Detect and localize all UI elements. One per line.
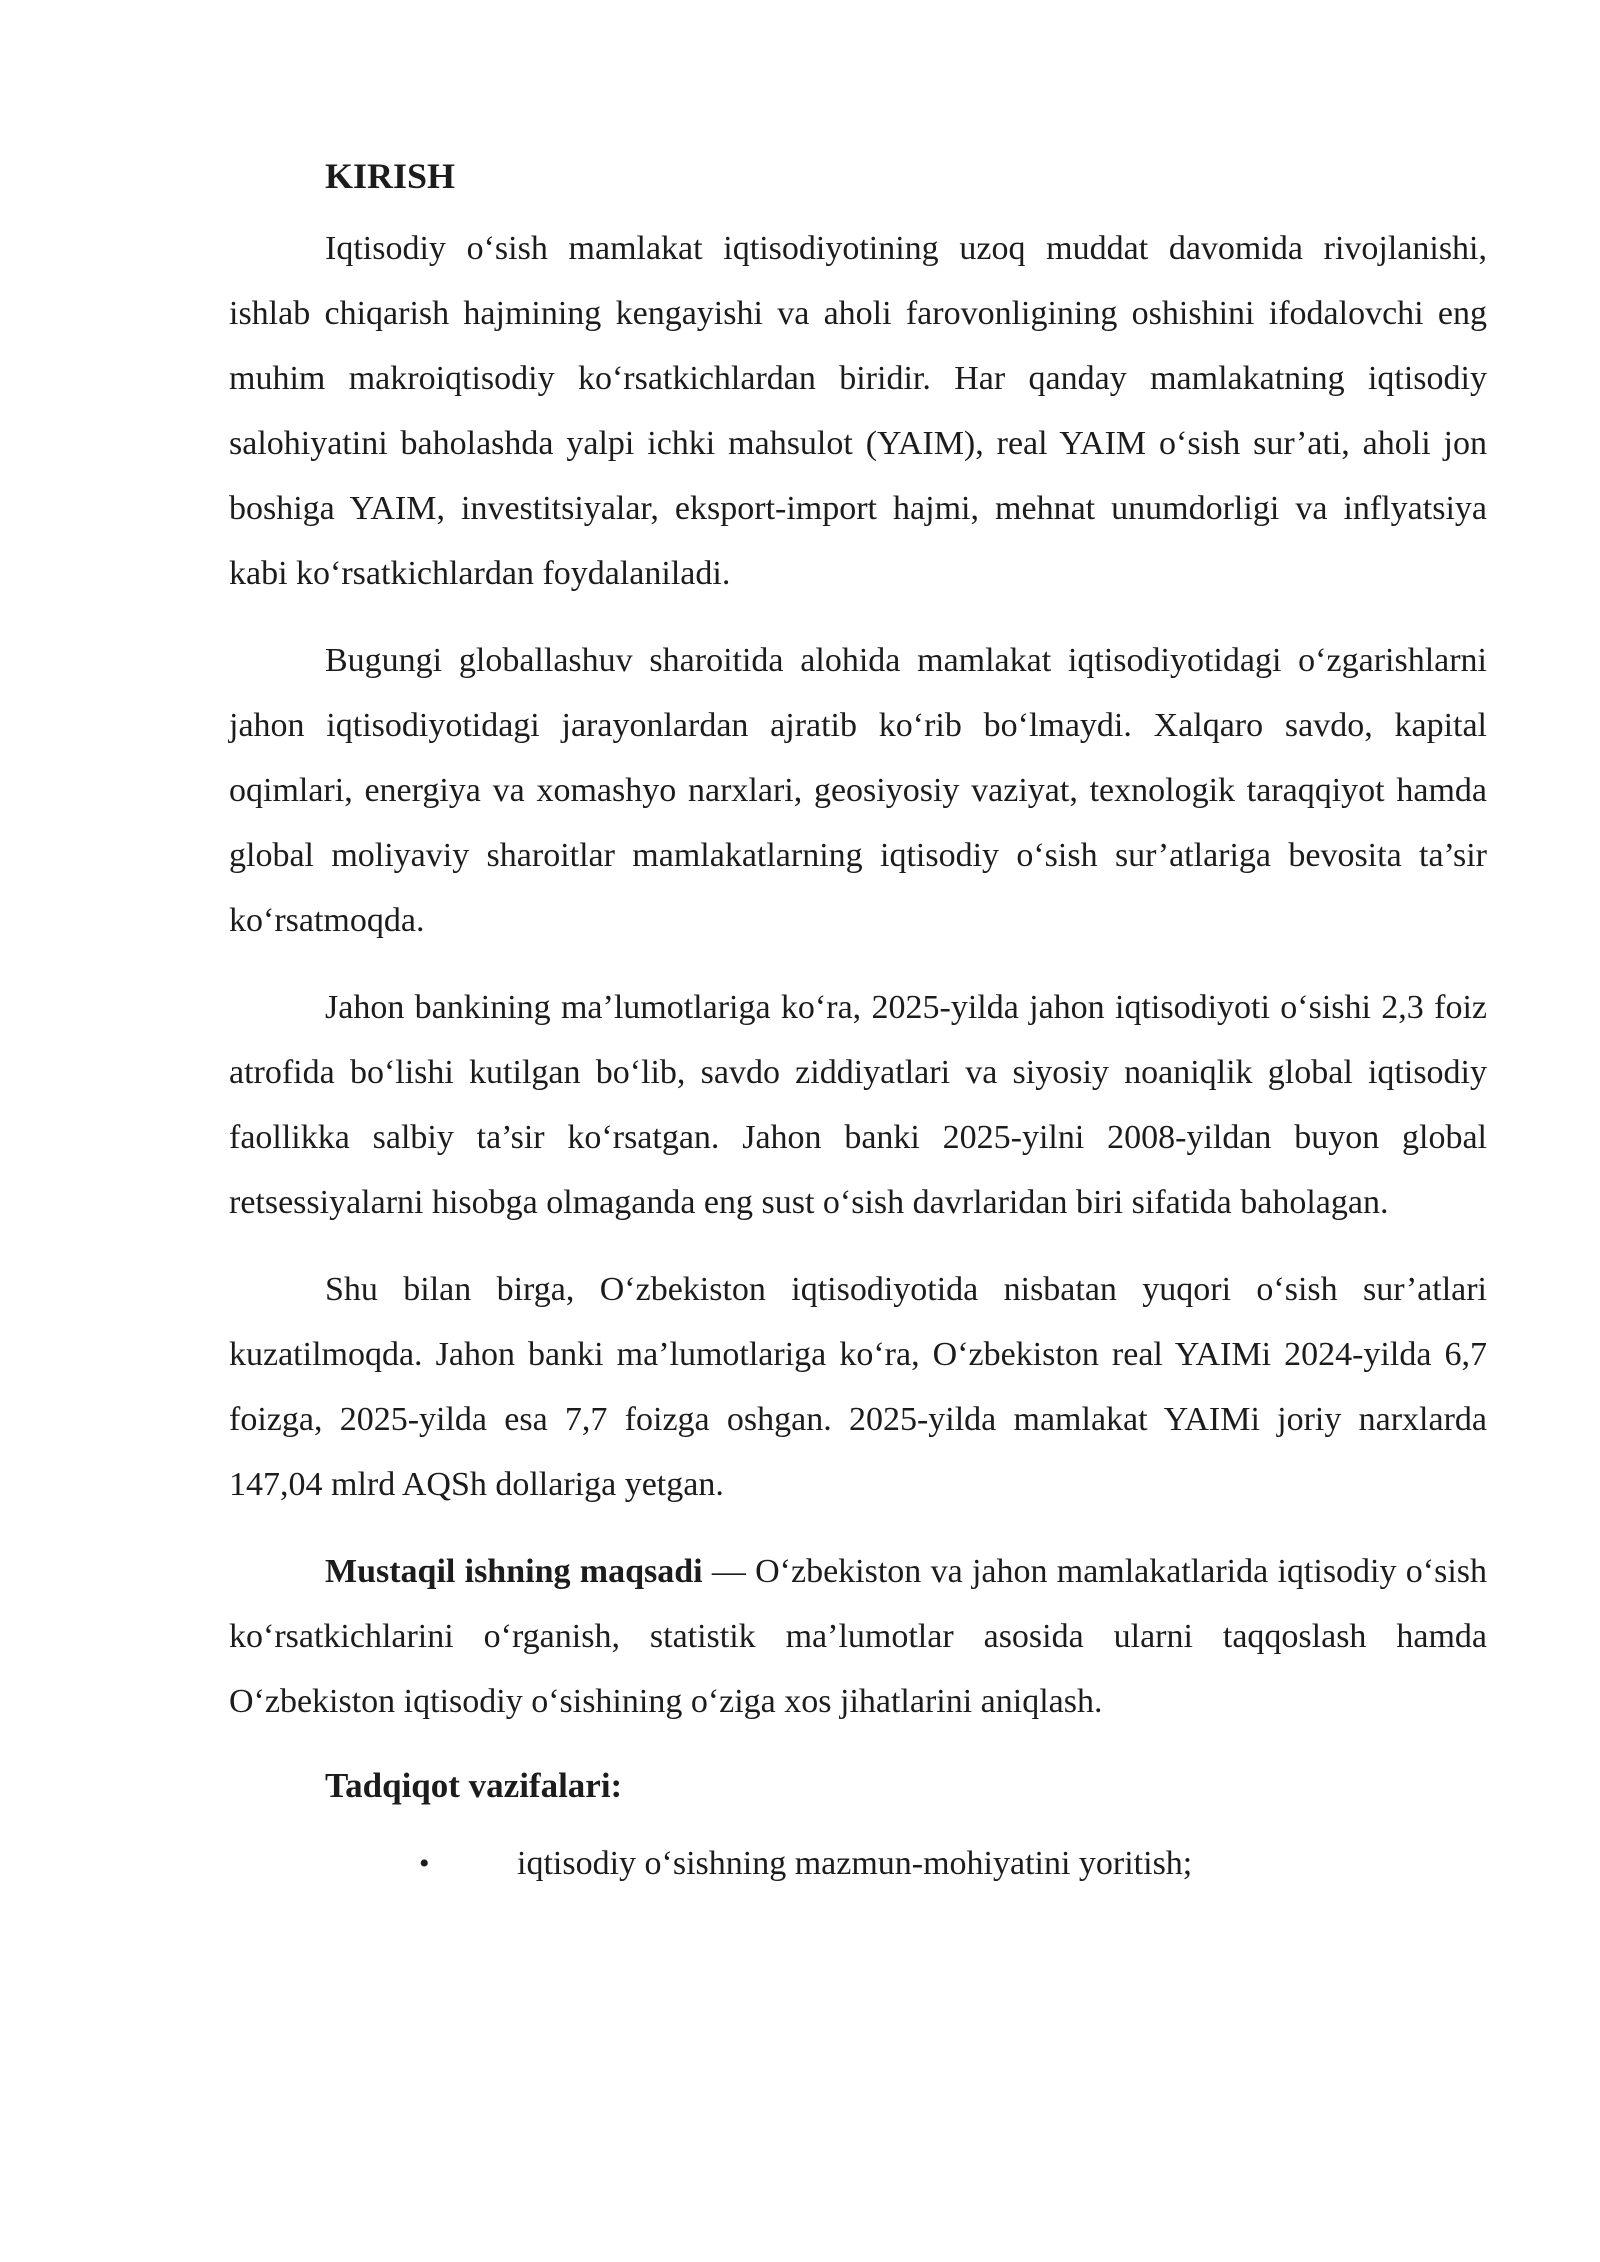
- paragraph-goal: [229, 1539, 1487, 1734]
- document-body: [229, 150, 1487, 1894]
- bullet-icon: •: [419, 1847, 430, 1880]
- paragraph-uzbekistan: Shu bilan birga, O‘zbekiston iqtisodiyotida nisbatan yuqori o‘sish sur’atlari kuzatilmoqda. Jahon banki ma’lumotlariga ko‘ra, O‘zbekiston real YAIMi 2024-yilda 6,7 foizga, 2025-yilda esa 7,7 foizga oshgan. 2025-yilda mamlakat YAIMi joriy narxlarda 147,04 mlrd AQSh dollariga yetgan.: [229, 1271, 1487, 1503]
- paragraph-intro: Iqtisodiy o‘sish mamlakat iqtisodiyotining uzoq muddat davomida rivojlanishi, ishlab chiqarish hajmining kengayishi va aholi farovonligining oshishini ifodalovchi eng muhim makroiqtisodiy ko‘rsatkichlardan biridir. Har qanday mamlakatning iqtisodiy salohiyatini baholashda yalpi ichki mahsulot (YAIM), real YAIM o‘sish sur’ati, aholi jon boshiga YAIM, investitsiyalar, eksport-import hajmi, mehnat unumdorligi va inflyatsiya kabi ko‘rsatkichlardan foydalaniladi.: [229, 230, 1487, 592]
- goal-text: — O‘zbekiston va jahon mamlakatlarida iqtisodiy o‘sish ko‘rsatkichlarini o‘rganish, statistik ma’lumotlar asosida ularni taqqoslash hamda O‘zbekiston iqtisodiy o‘sishining o‘ziga xos jihatlarini aniqlash.: [229, 1553, 1487, 1720]
- paragraph-globalization: Bugungi globallashuv sharoitida alohida mamlakat iqtisodiyotidagi o‘zgarishlarni jahon iqtisodiyotidagi jarayonlardan ajratib ko‘rib bo‘lmaydi. Xalqaro savdo, kapital oqimlari, energiya va xomashyo narxlari, geosiyosiy vaziyat, texnologik taraqqiyot hamda global moliyaviy sharoitlar mamlakatlarning iqtisodiy o‘sish sur’atlariga bevosita ta’sir ko‘rsatmoqda.: [229, 642, 1487, 939]
- task-text: iqtisodiy o‘sishning mazmun-mohiyatini yoritish;: [517, 1845, 1193, 1882]
- paragraph-world-bank: Jahon bankining ma’lumotlariga ko‘ra, 2025-yilda jahon iqtisodiyoti o‘sishi 2,3 foiz atrofida bo‘lishi kutilgan bo‘lib, savdo ziddiyatlari va siyosiy noaniqlik global iqtisodiy faollikka salbiy ta’sir ko‘rsatgan. Jahon banki 2025-yilni 2008-yildan buyon global retsessiyalarni hisobga olmaganda eng sust o‘sish davrlaridan biri sifatida baholagan.: [229, 989, 1487, 1221]
- list-item: [229, 1834, 1487, 1894]
- goal-lead: Mustaqil ishning maqsadi: [325, 1553, 703, 1590]
- tasks-heading: Tadqiqot vazifalari:: [325, 1766, 623, 1805]
- tasks-list: [229, 1834, 1487, 1894]
- section-heading: KIRISH: [325, 156, 456, 196]
